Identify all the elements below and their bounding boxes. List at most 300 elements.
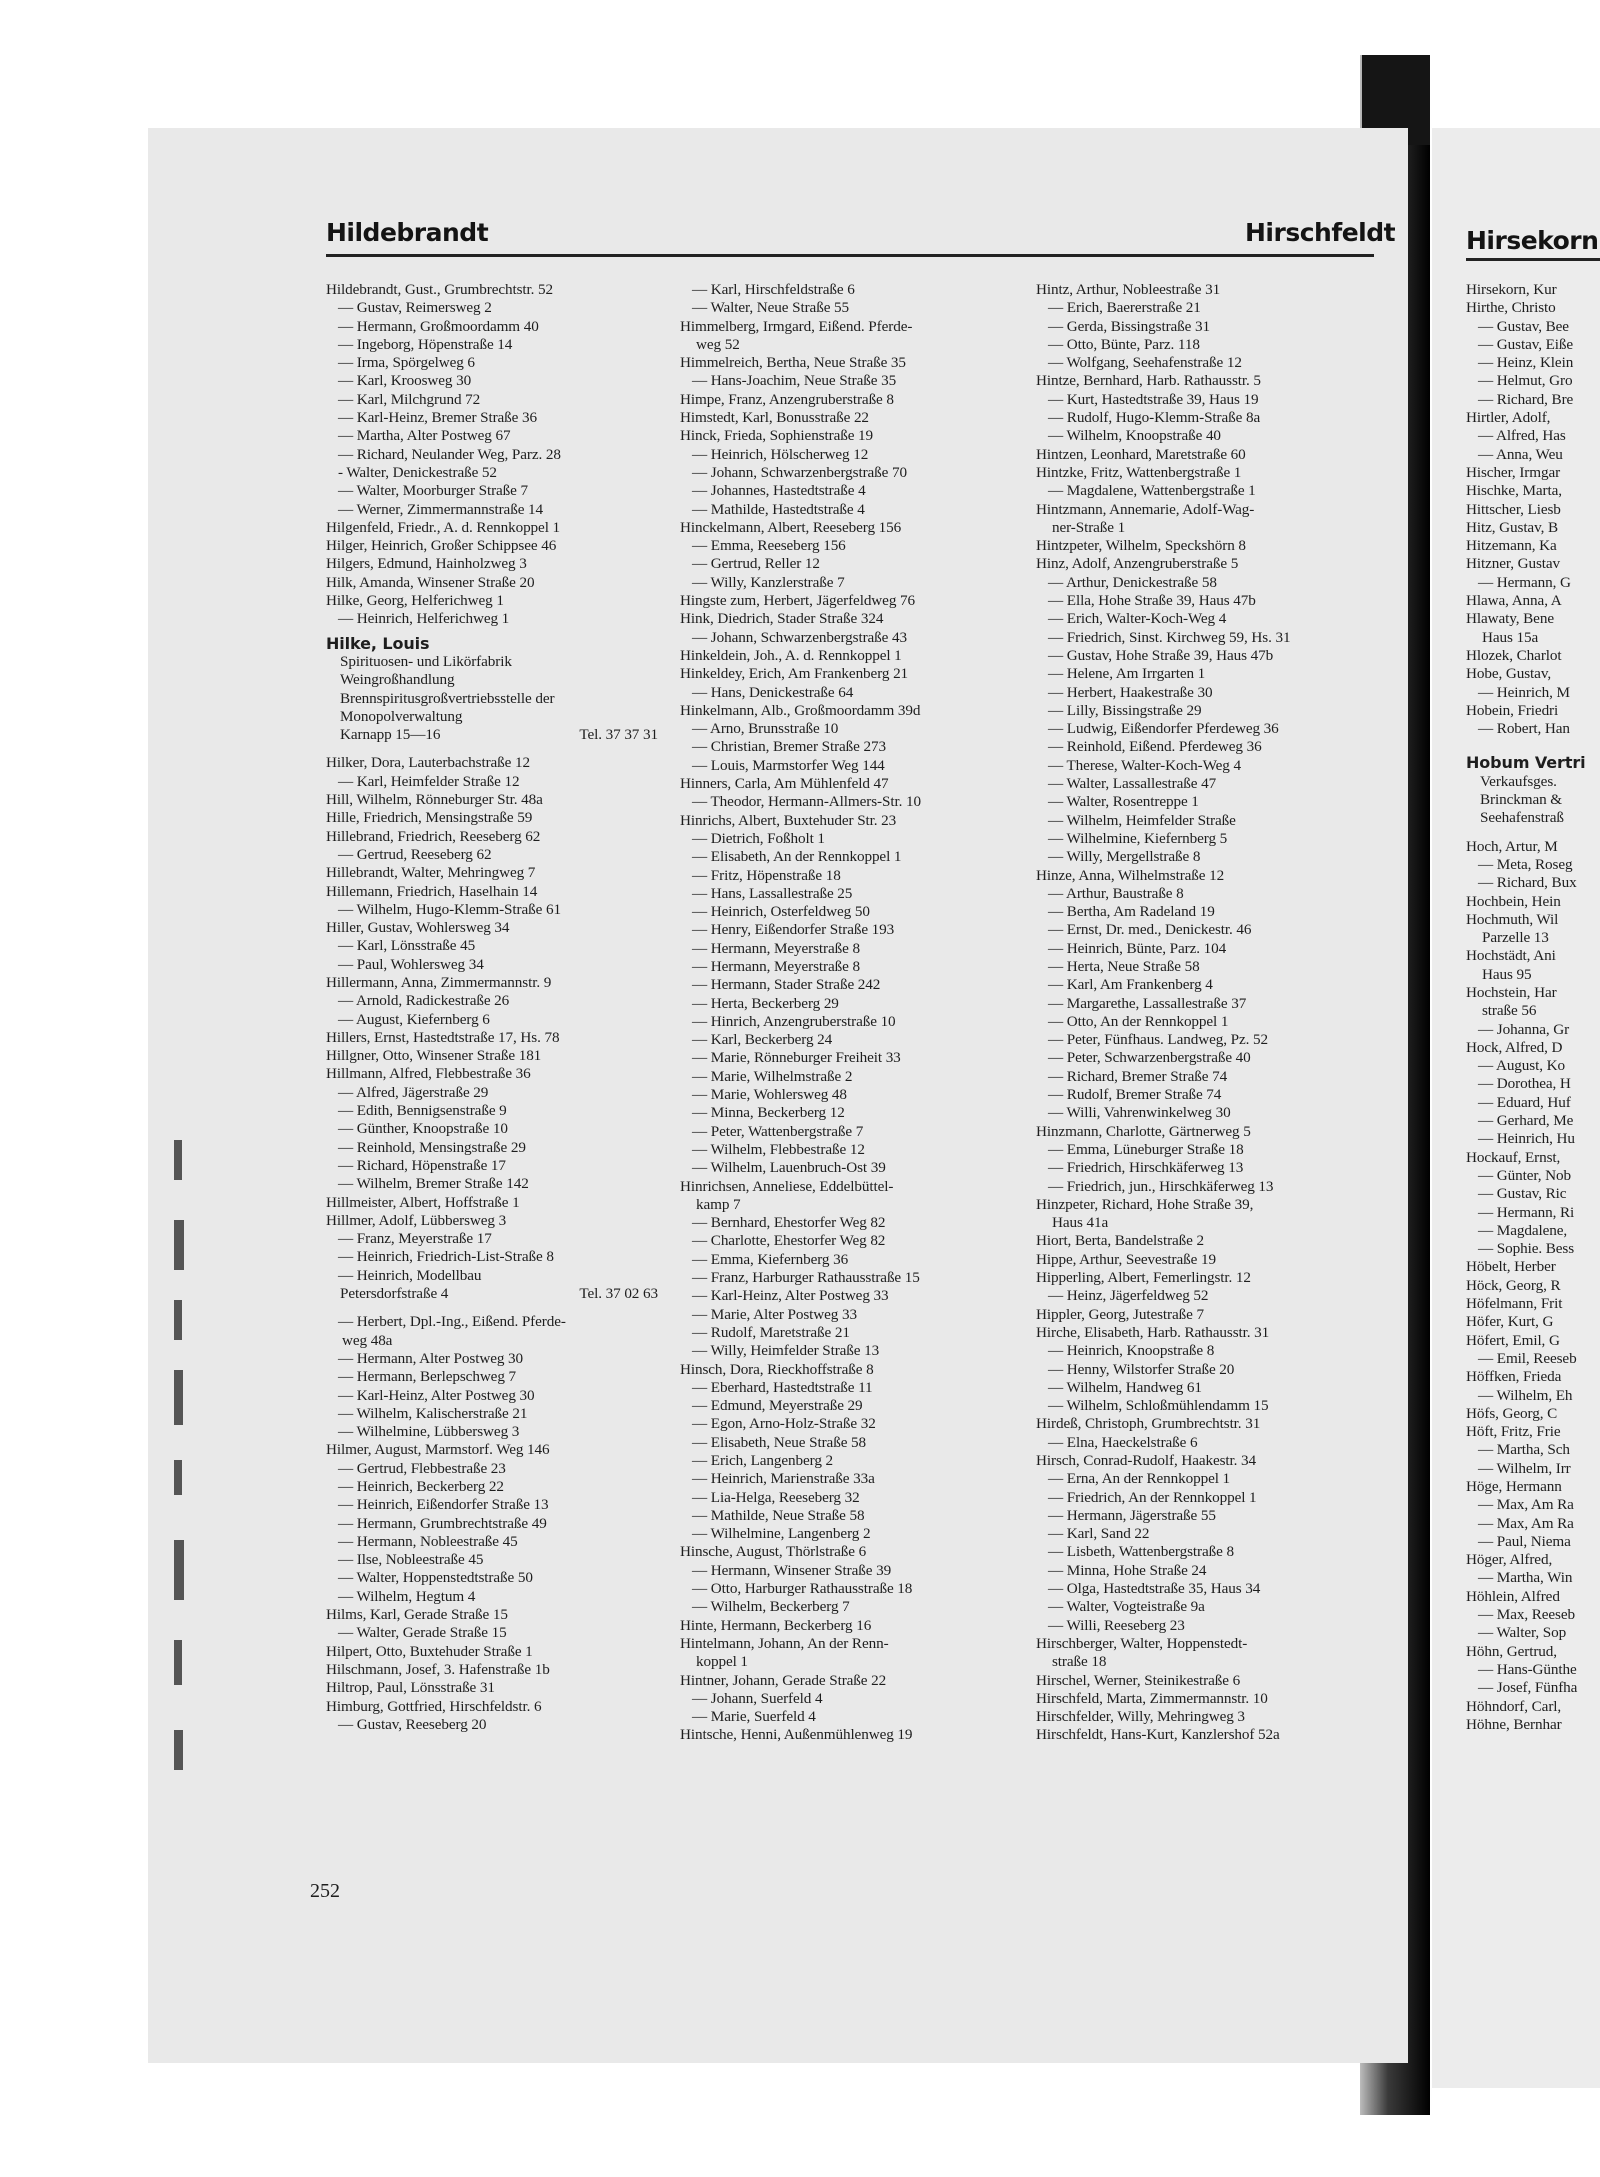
directory-subentry: — Hermann, Ri: [1478, 1203, 1575, 1221]
directory-subentry: — Richard, Neulander Weg, Parz. 28: [338, 445, 561, 463]
directory-entry: Hischer, Irmgar: [1466, 463, 1561, 481]
directory-subentry: — Charlotte, Ehestorfer Weg 82: [692, 1232, 886, 1250]
directory-subentry: — Dietrich, Foßholt 1: [692, 829, 825, 847]
directory-subentry: — Richard, Bremer Straße 74: [1048, 1067, 1228, 1085]
directory-entry: Hirschfelder, Willy, Mehringweg 3: [1036, 1708, 1245, 1726]
directory-subentry: — Ingeborg, Höpenstraße 14: [338, 335, 513, 353]
page-number: 252: [310, 1880, 340, 1902]
directory-subentry: — Arthur, Denickestraße 58: [1048, 573, 1217, 591]
header-left: Hildebrandt: [326, 218, 489, 247]
directory-subentry: — Edmund, Meyerstraße 29: [692, 1397, 863, 1415]
directory-subentry: — Theodor, Hermann-Allmers-Str. 10: [692, 793, 921, 811]
directory-subentry: — Elisabeth, Neue Straße 58: [692, 1433, 867, 1451]
directory-subentry: — Sophie. Bess: [1478, 1240, 1575, 1258]
directory-subentry: — Gustav, Eiße: [1478, 335, 1574, 353]
directory-subentry: — Reinhold, Mensingstraße 29: [338, 1138, 526, 1156]
directory-subentry: — Walter, Neue Straße 55: [692, 299, 850, 317]
directory-entry: Hochmuth, Wil: [1466, 910, 1559, 928]
directory-continuation: Haus 41a: [1052, 1214, 1109, 1232]
directory-subentry: — Hermann, Stader Straße 242: [692, 976, 881, 994]
directory-entry: Hillebrand, Friedrich, Reeseberg 62: [326, 827, 541, 845]
directory-entry: Hinte, Hermann, Beckerberg 16: [680, 1616, 872, 1634]
directory-subentry: — Marie, Wohlersweg 48: [692, 1086, 847, 1104]
directory-subentry: — Arno, Brunsstraße 10: [692, 720, 839, 738]
directory-entry: Himpe, Franz, Anzengruberstraße 8: [680, 390, 894, 408]
directory-entry: Hinzpeter, Richard, Hohe Straße 39,: [1036, 1195, 1254, 1213]
directory-subentry: — Willy, Kanzlerstraße 7: [692, 573, 845, 591]
directory-entry: Himburg, Gottfried, Hirschfeldstr. 6: [326, 1697, 542, 1715]
directory-subentry: — Richard, Bux: [1478, 874, 1577, 892]
directory-subentry: — Gustav, Ric: [1478, 1185, 1567, 1203]
directory-subentry: — Heinrich, Friedrich-List-Straße 8: [338, 1248, 554, 1266]
directory-entry: Hintz, Arthur, Nobleestraße 31: [1036, 281, 1221, 298]
directory-subentry: — Gustav, Bee: [1478, 317, 1569, 335]
directory-subentry: — Henny, Wilstorfer Straße 20: [1048, 1360, 1235, 1378]
directory-subentry: — Johann, Schwarzenbergstraße 43: [692, 628, 907, 646]
directory-subentry: — Gertrud, Reeseberg 62: [338, 845, 492, 863]
directory-subentry: — Rudolf, Maretstraße 21: [692, 1323, 850, 1341]
directory-subentry: — Martha, Alter Postweg 67: [338, 427, 511, 445]
directory-subentry: — Hermann, Grumbrechtstraße 49: [338, 1514, 547, 1532]
directory-subentry: — Helmut, Gro: [1478, 372, 1573, 390]
directory-subentry: — Reinhold, Eißend. Pferdeweg 36: [1048, 738, 1262, 756]
directory-entry: Hille, Friedrich, Mensingstraße 59: [326, 809, 533, 827]
directory-subentry: — Paul, Niema: [1478, 1532, 1571, 1550]
directory-subentry: — Hermann, Alter Postweg 30: [338, 1349, 524, 1367]
directory-subentry: — Wilhelm, Kalischerstraße 21: [338, 1404, 528, 1422]
directory-subentry: — Rudolf, Bremer Straße 74: [1048, 1086, 1222, 1104]
directory-subentry: — Karl, Milchgrund 72: [338, 390, 481, 408]
directory-subentry: — Herta, Beckerberg 29: [692, 994, 839, 1012]
directory-subentry: — Willy, Heimfelder Straße 13: [692, 1342, 880, 1360]
directory-subentry: — Edith, Bennigsenstraße 9: [338, 1102, 507, 1120]
directory-subentry: — Hermann, Winsener Straße 39: [692, 1561, 892, 1579]
directory-entry: Hillmeister, Albert, Hoffstraße 1: [326, 1193, 520, 1211]
address-phone-row: [326, 1285, 658, 1303]
directory-subentry: — Heinz, Jägerfeldweg 52: [1048, 1287, 1209, 1305]
directory-subentry: — Franz, Harburger Rathausstraße 15: [692, 1269, 920, 1287]
directory-subentry: — Heinrich, Hölscherweg 12: [692, 445, 869, 463]
directory-entry: Hintelmann, Johann, An der Renn-: [680, 1634, 889, 1652]
directory-continuation: Parzelle 13: [1482, 929, 1549, 947]
directory-subentry: — Heinrich, Osterfeldweg 50: [692, 903, 870, 921]
business-description: Spirituosen- und Likörfabrik: [340, 652, 512, 670]
directory-subentry: — Otto, Harburger Rathausstraße 18: [692, 1580, 913, 1598]
directory-entry: Hillermann, Anna, Zimmermannstr. 9: [326, 973, 552, 991]
directory-subentry: — Egon, Arno-Holz-Straße 32: [692, 1415, 876, 1433]
spacer: [1466, 828, 1600, 838]
directory-subentry: — Alfred, Has: [1478, 427, 1566, 445]
directory-subentry: — August, Kiefernberg 6: [338, 1010, 490, 1028]
spacer: [326, 1303, 658, 1313]
directory-entry: Hinsch, Dora, Rieckhoffstraße 8: [680, 1360, 874, 1378]
directory-subentry: — Eberhard, Hastedtstraße 11: [692, 1378, 873, 1396]
directory-entry: Hilke, Georg, Helferichweg 1: [326, 592, 504, 610]
directory-subentry: — Friedrich, An der Rennkoppel 1: [1048, 1488, 1257, 1506]
directory-entry: Hintzpeter, Wilhelm, Speckshörn 8: [1036, 537, 1246, 555]
directory-entry: Hirsekorn, Kur: [1466, 281, 1557, 298]
directory-subentry: — Max, Am Ra: [1478, 1496, 1574, 1514]
directory-subentry: — Hans, Denickestraße 64: [692, 683, 854, 701]
directory-subentry: — Elna, Haeckelstraße 6: [1048, 1433, 1198, 1451]
directory-subentry: — Rudolf, Hugo-Klemm-Straße 8a: [1048, 409, 1261, 427]
directory-subentry: — Heinrich, Eißendorfer Straße 13: [338, 1496, 549, 1514]
directory-subentry: — Paul, Wohlersweg 34: [338, 955, 484, 973]
directory-entry: Hillers, Ernst, Hastedtstraße 17, Hs. 78: [326, 1028, 560, 1046]
directory-subentry: — Alfred, Jägerstraße 29: [338, 1083, 489, 1101]
directory-subentry: — Erich, Langenberg 2: [692, 1452, 834, 1469]
directory-continuation: straße 18: [1052, 1653, 1107, 1671]
directory-continuation: Haus 15a: [1482, 628, 1539, 646]
address-text: Petersdorfstraße 4: [340, 1285, 449, 1303]
directory-subentry: — Hans, Lassallestraße 25: [692, 884, 853, 902]
directory-entry: Höck, Georg, R: [1466, 1276, 1561, 1294]
directory-subentry: — Wilhelm, Hegtum 4: [338, 1587, 476, 1605]
phone-number: Tel. 37 02 63: [579, 1285, 658, 1303]
directory-entry: Hilk, Amanda, Winsener Straße 20: [326, 573, 535, 591]
directory-column-3: [1036, 281, 1372, 1745]
directory-subentry: — Hans-Joachim, Neue Straße 35: [692, 372, 897, 390]
directory-entry: Hirschfeld, Marta, Zimmermannstr. 10: [1036, 1689, 1268, 1707]
directory-subentry: — Heinrich, Marienstraße 33a: [692, 1470, 875, 1488]
directory-entry: Himstedt, Karl, Bonusstraße 22: [680, 409, 869, 427]
directory-subentry: — Karl, Kroosweg 30: [338, 372, 472, 390]
directory-subentry: — Erich, Baererstraße 21: [1048, 299, 1201, 317]
directory-subentry: — Gertrud, Reller 12: [692, 555, 820, 573]
directory-entry: Höffken, Frieda: [1466, 1368, 1562, 1386]
directory-subentry: — Heinrich, Hu: [1478, 1130, 1575, 1148]
spacer: [1466, 738, 1600, 748]
directory-entry: Hink, Diedrich, Stader Straße 324: [680, 610, 884, 628]
directory-subentry: — Walter, Hoppenstedtstraße 50: [338, 1569, 533, 1587]
directory-subentry: — Ilse, Nobleestraße 45: [338, 1551, 484, 1569]
directory-subentry: — Arthur, Baustraße 8: [1048, 884, 1184, 902]
directory-subentry: — Wolfgang, Seehafenstraße 12: [1048, 354, 1242, 372]
directory-entry: Hock, Alfred, D: [1466, 1038, 1563, 1056]
directory-subentry: — Henry, Eißendorfer Straße 193: [692, 921, 895, 939]
directory-entry: Höhlein, Alfred: [1466, 1587, 1560, 1605]
directory-entry: Hinckelmann, Albert, Reeseberg 156: [680, 518, 902, 536]
directory-entry: Hillmer, Adolf, Lübbersweg 3: [326, 1211, 507, 1229]
directory-continuation: ner-Straße 1: [1052, 518, 1126, 536]
directory-subentry: — Meta, Roseg: [1478, 855, 1573, 873]
directory-entry: Hintner, Johann, Gerade Straße 22: [680, 1671, 887, 1689]
directory-entry: Hoch, Artur, M: [1466, 837, 1558, 855]
business-description: Brennspiritusgroßvertriebsstelle der: [340, 689, 555, 707]
directory-entry: Himmelberg, Irmgard, Eißend. Pferde-: [680, 317, 913, 335]
directory-entry: Hilgenfeld, Friedr., A. d. Rennkoppel 1: [326, 518, 561, 536]
directory-subentry: — Minna, Beckerberg 12: [692, 1104, 845, 1122]
directory-subentry: — Walter, Gerade Straße 15: [338, 1624, 507, 1642]
directory-subentry: — Erich, Walter-Koch-Weg 4: [1048, 610, 1227, 628]
directory-entry: Höger, Alfred,: [1466, 1551, 1553, 1569]
directory-entry: Hinsche, August, Thörlstraße 6: [680, 1543, 867, 1561]
directory-subentry: — Anna, Weu: [1478, 445, 1563, 463]
directory-entry: Höft, Fritz, Frie: [1466, 1423, 1561, 1441]
directory-subentry: — Hermann, Berlepschweg 7: [338, 1368, 517, 1386]
directory-subentry: — Lia-Helga, Reeseberg 32: [692, 1488, 860, 1506]
directory-continuation: kamp 7: [696, 1195, 741, 1213]
directory-subentry: — Bernhard, Ehestorfer Weg 82: [692, 1214, 886, 1232]
directory-entry: Hillemann, Friedrich, Haselhain 14: [326, 882, 538, 900]
directory-entry: Hilker, Dora, Lauterbachstraße 12: [326, 754, 530, 772]
directory-entry: Himmelreich, Bertha, Neue Straße 35: [680, 354, 906, 372]
directory-subentry: — Martha, Sch: [1478, 1441, 1570, 1459]
directory-subentry: — Walter, Lassallestraße 47: [1048, 775, 1217, 793]
directory-entry: Hillgner, Otto, Winsener Straße 181: [326, 1047, 542, 1065]
directory-subentry: — Ludwig, Eißendorfer Pferdeweg 36: [1048, 720, 1279, 738]
directory-subentry: — Hermann, G: [1478, 573, 1571, 591]
directory-subentry: — Mathilde, Hastedtstraße 4: [692, 500, 865, 518]
directory-subentry: — Hinrich, Anzengruberstraße 10: [692, 1012, 896, 1030]
directory-subentry: — Emma, Lüneburger Straße 18: [1048, 1140, 1244, 1158]
directory-entry: Hlozek, Charlot: [1466, 646, 1562, 664]
directory-entry: Hinz, Adolf, Anzengruberstraße 5: [1036, 555, 1239, 573]
directory-entry: Hilmer, August, Marmstorf. Weg 146: [326, 1441, 550, 1459]
directory-subentry: — Wilhelm, Schloßmühlendamm 15: [1048, 1397, 1269, 1415]
directory-subentry: — Karl, Sand 22: [1048, 1525, 1150, 1543]
directory-entry: Hilschmann, Josef, 3. Hafenstraße 1b: [326, 1660, 550, 1678]
directory-continuation: Haus 95: [1482, 965, 1532, 983]
spacer: [326, 744, 658, 754]
directory-entry: Hinrichsen, Anneliese, Eddelbüttel-: [680, 1177, 894, 1195]
directory-subentry: — Wilhelm, Flebbestraße 12: [692, 1140, 865, 1158]
directory-entry: Hintze, Bernhard, Harb. Rathausstr. 5: [1036, 372, 1261, 390]
directory-continuation: straße 56: [1482, 1002, 1537, 1020]
directory-subentry: — Heinz, Klein: [1478, 354, 1574, 372]
directory-subentry: — Hermann, Nobleestraße 45: [338, 1532, 518, 1550]
business-name: Hobum Vertri: [1466, 754, 1586, 773]
directory-subentry: — Karl, Heimfelder Straße 12: [338, 772, 520, 790]
directory-entry: Hildebrandt, Gust., Grumbrechtstr. 52: [326, 281, 554, 298]
directory-subentry: — Marie, Rönneburger Freiheit 33: [692, 1049, 901, 1067]
directory-subentry: — Heinrich, M: [1478, 683, 1570, 701]
header-next-page: Hirsekorn: [1466, 226, 1599, 255]
directory-entry: Hintzke, Fritz, Wattenbergstraße 1: [1036, 463, 1242, 481]
directory-subentry: — Louis, Marmstorfer Weg 144: [692, 756, 885, 774]
directory-subentry: — Gertrud, Flebbestraße 23: [338, 1459, 506, 1477]
directory-subentry: — Erna, An der Rennkoppel 1: [1048, 1470, 1231, 1488]
directory-subentry: — Lisbeth, Wattenbergstraße 8: [1048, 1543, 1234, 1561]
directory-continuation: weg 52: [696, 335, 740, 353]
directory-entry: Hinners, Carla, Am Mühlenfeld 47: [680, 775, 889, 793]
directory-entry: Hischke, Marta,: [1466, 482, 1562, 500]
directory-subentry: — Gustav, Reeseberg 20: [338, 1715, 487, 1733]
directory-subentry: — Wilhelmine, Lübbersweg 3: [338, 1423, 520, 1441]
directory-subentry: — Richard, Bre: [1478, 390, 1574, 408]
directory-column-1: [326, 281, 658, 1734]
directory-subentry: — Bertha, Am Radeland 19: [1048, 903, 1215, 921]
directory-subentry: — Lilly, Bissingstraße 29: [1048, 701, 1202, 719]
address-phone-row: [326, 726, 658, 744]
directory-entry: Hitz, Gustav, B: [1466, 518, 1559, 536]
directory-subentry: — Walter, Vogteistraße 9a: [1048, 1598, 1205, 1616]
directory-subentry: — Friedrich, Hirschkäferweg 13: [1048, 1159, 1244, 1177]
directory-entry: Hillebrandt, Walter, Mehringweg 7: [326, 864, 536, 882]
directory-subentry: - Walter, Denickestraße 52: [338, 463, 497, 481]
directory-subentry: — Magdalene,: [1478, 1221, 1568, 1239]
directory-column-2: [680, 281, 1014, 1745]
directory-continuation: weg 48a: [342, 1331, 393, 1349]
directory-subentry: — Otto, Bünte, Parz. 118: [1048, 335, 1200, 353]
directory-subentry: — Max, Am Ra: [1478, 1514, 1574, 1532]
directory-entry: Hochstädt, Ani: [1466, 947, 1556, 965]
business-description: Brinckman &: [1480, 791, 1562, 809]
business-name: Hilke, Louis: [326, 634, 430, 653]
directory-subentry: — Fritz, Höpenstraße 18: [692, 866, 841, 884]
directory-subentry: — Herbert, Haakestraße 30: [1048, 683, 1213, 701]
directory-entry: Hippler, Georg, Jutestraße 7: [1036, 1305, 1204, 1323]
directory-subentry: — Heinrich, Modellbau: [338, 1266, 482, 1284]
directory-entry: Hingste zum, Herbert, Jägerfeldweg 76: [680, 592, 915, 610]
directory-entry: Hinrichs, Albert, Buxtehuder Str. 23: [680, 811, 897, 829]
directory-entry: Hirschfeldt, Hans-Kurt, Kanzlershof 52a: [1036, 1726, 1280, 1744]
directory-subentry: — Günter, Nob: [1478, 1166, 1571, 1184]
directory-subentry: — Wilhelmine, Kiefernberg 5: [1048, 829, 1228, 847]
directory-subentry: — Peter, Fünfhaus. Landweg, Pz. 52: [1048, 1031, 1268, 1049]
directory-subentry: — Hermann, Jägerstraße 55: [1048, 1506, 1216, 1524]
directory-subentry: — Minna, Hohe Straße 24: [1048, 1561, 1207, 1579]
directory-subentry: — Wilhelm, Irr: [1478, 1459, 1571, 1477]
directory-subentry: — Wilhelm, Beckerberg 7: [692, 1598, 850, 1616]
directory-entry: Hlawaty, Bene: [1466, 610, 1554, 628]
directory-subentry: — Wilhelm, Heimfelder Straße: [1048, 811, 1236, 829]
directory-subentry: — Walter, Moorburger Straße 7: [338, 482, 528, 500]
directory-subentry: — Martha, Win: [1478, 1569, 1573, 1587]
directory-entry: Hirschel, Werner, Steinikestraße 6: [1036, 1671, 1241, 1689]
directory-subentry: — Günther, Knoopstraße 10: [338, 1120, 508, 1138]
directory-subentry: — Wilhelm, Eh: [1478, 1386, 1573, 1404]
directory-subentry: — Herta, Neue Straße 58: [1048, 957, 1200, 975]
directory-subentry: — Olga, Hastedtstraße 35, Haus 34: [1048, 1580, 1261, 1598]
directory-subentry: — Gerhard, Me: [1478, 1112, 1574, 1130]
directory-subentry: — Willy, Mergellstraße 8: [1048, 848, 1201, 866]
directory-subentry: — Dorothea, H: [1478, 1075, 1571, 1093]
directory-continuation: koppel 1: [696, 1653, 748, 1671]
directory-entry: Hiort, Berta, Bandelstraße 2: [1036, 1232, 1205, 1250]
directory-subentry: — Richard, Höpenstraße 17: [338, 1156, 506, 1174]
address-text: Karnapp 15—16: [340, 726, 441, 744]
directory-subentry: — Karl, Beckerberg 24: [692, 1031, 833, 1049]
directory-entry: Hirschberger, Walter, Hoppenstedt-: [1036, 1634, 1248, 1652]
directory-entry: Hintzmann, Annemarie, Adolf-Wag-: [1036, 500, 1255, 518]
directory-entry: Hinkeldey, Erich, Am Frankenberg 21: [680, 665, 909, 683]
directory-subentry: — Hermann, Großmoordamm 40: [338, 317, 539, 335]
directory-subentry: — Gustav, Reimersweg 2: [338, 299, 492, 317]
directory-subentry: — Peter, Schwarzenbergstraße 40: [1048, 1049, 1251, 1067]
directory-entry: Hiller, Gustav, Wohlersweg 34: [326, 919, 510, 937]
header-rule: [326, 254, 1374, 257]
directory-subentry: — Emil, Reeseb: [1478, 1349, 1577, 1367]
directory-entry: Hillmann, Alfred, Flebbestraße 36: [326, 1065, 531, 1083]
directory-subentry: — Friedrich, jun., Hirschkäferweg 13: [1048, 1177, 1274, 1195]
directory-entry: Hintsche, Henni, Außenmühlenweg 19: [680, 1726, 913, 1744]
business-description: Monopolverwaltung: [340, 707, 463, 725]
directory-subentry: — Wilhelm, Lauenbruch-Ost 39: [692, 1159, 886, 1177]
directory-subentry: — Therese, Walter-Koch-Weg 4: [1048, 756, 1241, 774]
directory-subentry: — Josef, Fünfha: [1478, 1679, 1578, 1697]
directory-subentry: — Karl-Heinz, Alter Postweg 33: [692, 1287, 889, 1305]
directory-entry: Hirtler, Adolf,: [1466, 409, 1551, 427]
directory-entry: Hlawa, Anna, A: [1466, 592, 1562, 610]
directory-entry: Hintzen, Leonhard, Maretstraße 60: [1036, 445, 1246, 463]
directory-subentry: — Willi, Reeseberg 23: [1048, 1616, 1185, 1634]
directory-subentry: — Emma, Reeseberg 156: [692, 537, 846, 555]
directory-subentry: — Max, Reeseb: [1478, 1606, 1575, 1624]
directory-entry: Höhn, Gertrud,: [1466, 1642, 1557, 1660]
directory-subentry: — Friedrich, Sinst. Kirchweg 59, Hs. 31: [1048, 628, 1291, 646]
directory-subentry: — Christian, Bremer Straße 273: [692, 738, 886, 756]
directory-entry: Höfert, Emil, G: [1466, 1331, 1560, 1349]
directory-subentry: — Heinrich, Knoopstraße 8: [1048, 1342, 1215, 1360]
directory-subentry: — August, Ko: [1478, 1057, 1565, 1075]
directory-subentry: — Margarethe, Lassallestraße 37: [1048, 994, 1247, 1012]
business-description: Seehafenstraß: [1480, 809, 1564, 827]
directory-subentry: — Karl-Heinz, Bremer Straße 36: [338, 409, 538, 427]
header-right: Hirschfeldt: [1245, 218, 1396, 247]
directory-entry: Hiltrop, Paul, Lönsstraße 31: [326, 1679, 495, 1697]
directory-subentry: — Franz, Meyerstraße 17: [338, 1230, 492, 1248]
directory-subentry: — Heinrich, Bünte, Parz. 104: [1048, 939, 1227, 957]
directory-subentry: — Ernst, Dr. med., Denickestr. 46: [1048, 921, 1252, 939]
directory-subentry: — Johann, Schwarzenbergstraße 70: [692, 463, 907, 481]
directory-subentry: — Ella, Hohe Straße 39, Haus 47b: [1048, 592, 1256, 610]
directory-entry: Hochbein, Hein: [1466, 892, 1561, 910]
directory-entry: Hinkelmann, Alb., Großmoordamm 39d: [680, 701, 921, 719]
directory-subentry: — Karl, Lönsstraße 45: [338, 937, 476, 955]
directory-entry: Hochstein, Har: [1466, 983, 1557, 1001]
directory-entry: Höfs, Georg, C: [1466, 1404, 1558, 1422]
directory-subentry: — Wilhelm, Handweg 61: [1048, 1378, 1202, 1396]
directory-subentry: — Heinrich, Helferichweg 1: [338, 610, 510, 628]
business-description: Verkaufsges.: [1480, 772, 1557, 790]
directory-subentry: — Otto, An der Rennkoppel 1: [1048, 1012, 1229, 1030]
directory-subentry: — Marie, Alter Postweg 33: [692, 1305, 857, 1323]
header-rule-next-page: [1466, 258, 1600, 261]
directory-entry: Hirthe, Christo: [1466, 299, 1556, 317]
directory-entry: Hinkeldein, Joh., A. d. Rennkoppel 1: [680, 646, 902, 664]
directory-subentry: — Gerda, Bissingstraße 31: [1048, 317, 1211, 335]
directory-entry: Hockauf, Ernst,: [1466, 1148, 1561, 1166]
directory-entry: Höhndorf, Carl,: [1466, 1697, 1562, 1715]
directory-subentry: — Eduard, Huf: [1478, 1093, 1571, 1111]
directory-entry: Höhne, Bernhar: [1466, 1715, 1562, 1733]
directory-entry: Hobe, Gustav,: [1466, 665, 1552, 683]
directory-subentry: — Mathilde, Neue Straße 58: [692, 1506, 865, 1524]
phone-number: Tel. 37 37 31: [579, 726, 658, 744]
directory-subentry: — Johanna, Gr: [1478, 1020, 1570, 1038]
directory-subentry: — Karl, Hirschfeldstraße 6: [692, 281, 855, 298]
business-description: Weingroßhandlung: [340, 671, 455, 689]
directory-entry: Hittscher, Liesb: [1466, 500, 1561, 518]
directory-entry: Hirche, Elisabeth, Harb. Rathausstr. 31: [1036, 1323, 1270, 1341]
directory-subentry: — Gustav, Hohe Straße 39, Haus 47b: [1048, 646, 1274, 664]
directory-subentry: — Johannes, Hastedtstraße 4: [692, 482, 866, 500]
directory-subentry: — Heinrich, Beckerberg 22: [338, 1478, 504, 1495]
directory-entry: Höge, Hermann: [1466, 1478, 1562, 1495]
directory-entry: Hippe, Arthur, Seevestraße 19: [1036, 1250, 1216, 1268]
directory-subentry: — Peter, Wattenbergstraße 7: [692, 1122, 864, 1140]
directory-subentry: — Karl, Am Frankenberg 4: [1048, 976, 1213, 994]
directory-column-4: [1466, 281, 1600, 1734]
directory-subentry: — Hans-Günthe: [1478, 1660, 1577, 1678]
directory-subentry: — Robert, Han: [1478, 720, 1570, 738]
directory-subentry: — Willi, Vahrenwinkelweg 30: [1048, 1104, 1231, 1122]
directory-entry: Hitzemann, Ka: [1466, 537, 1557, 555]
directory-subentry: — Karl-Heinz, Alter Postweg 30: [338, 1386, 535, 1404]
directory-subentry: — Irma, Spörgelweg 6: [338, 354, 475, 372]
directory-entry: Hilms, Karl, Gerade Straße 15: [326, 1606, 508, 1624]
